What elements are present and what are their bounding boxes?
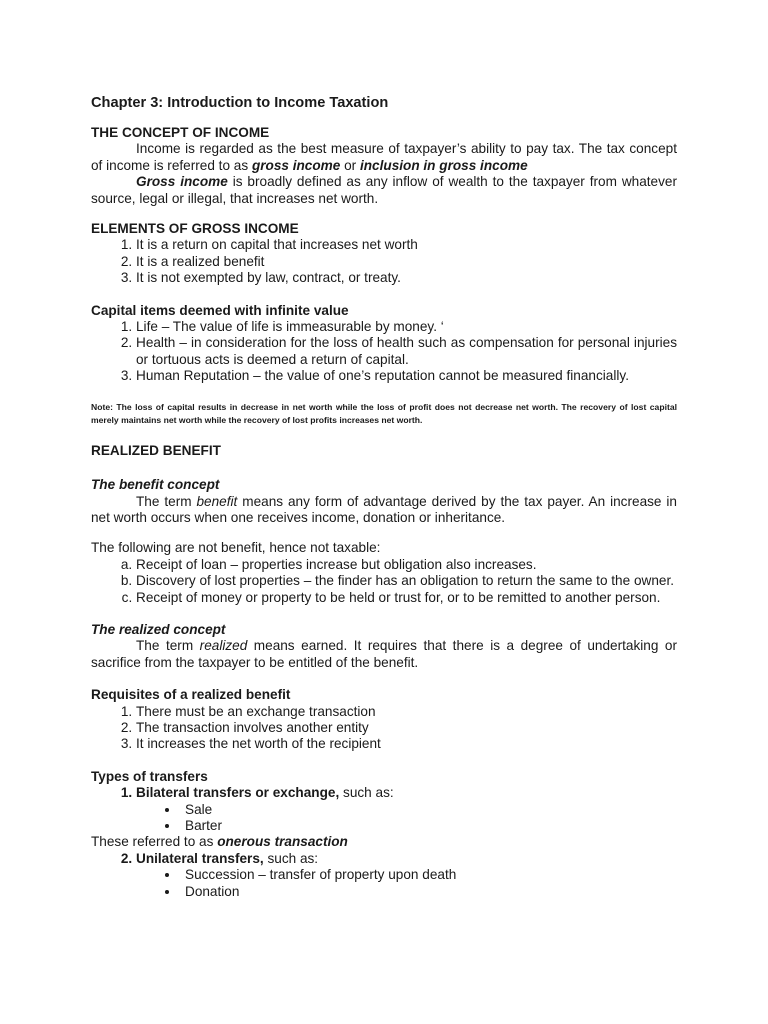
realized-concept-paragraph <box>91 638 677 671</box>
list-item: 2. Health – in consideration for the loss of health such as compensation for personal injuries or tortuous acts is deemed a return of capital. <box>136 335 677 368</box>
inclusion-term: inclusion in gross income <box>359 157 528 173</box>
list-item: b. Discovery of lost properties – the finder has an obligation to return the same to the owner. <box>136 573 677 589</box>
list-item: 1. Life – The value of life is immeasurable by money. ‘ <box>136 319 677 335</box>
benefit-term: benefit <box>196 493 238 509</box>
onerous-line <box>91 834 677 850</box>
requisites-heading: Requisites of a realized benefit <box>91 687 291 703</box>
bullet-item: • Sale <box>180 802 677 818</box>
elements-list <box>91 237 677 286</box>
bullet-item: • Succession – transfer of property upon death <box>180 867 677 883</box>
benefit-text-a: The term <box>136 493 197 509</box>
elements-heading: ELEMENTS OF GROSS INCOME <box>91 221 299 237</box>
realized-concept-subheading: The realized concept <box>91 621 226 637</box>
capital-heading: Capital items deemed with infinite value <box>91 302 349 318</box>
list-item: 2. The transaction involves another entity <box>136 720 677 736</box>
bilateral-item <box>136 785 677 834</box>
realized-benefit-heading: REALIZED BENEFIT <box>91 442 221 458</box>
list-item: 3. Human Reputation – the value of one’s reputation cannot be measured financially. <box>136 368 677 384</box>
list-item: c. Receipt of money or property to be held or trust for, or to be remitted to another person. <box>136 590 677 606</box>
concept-p1-text-c: or <box>340 157 360 173</box>
concept-p2-text: is broadly defined as any inflow of wealth to the taxpayer from whatever source, legal or illegal, that increases net worth. <box>91 174 677 206</box>
note-paragraph: Note: The loss of capital results in decrease in net worth while the loss of profit does not decrease net worth. The recovery of lost capital merely maintains net worth while the recovery of lost profits increases net worth. <box>91 401 677 425</box>
list-item: 2. It is a realized benefit <box>136 254 677 270</box>
list-item: a. Receipt of loan – properties increase but obligation also increases. <box>136 557 677 573</box>
transfers-list-unilateral <box>91 851 677 900</box>
document-content <box>91 94 677 900</box>
bilateral-suffix: such as: <box>339 785 394 801</box>
unilateral-label: Unilateral transfers, <box>136 850 264 866</box>
bilateral-bullets <box>136 802 677 835</box>
realized-text-c: means earned. It requires that there is a degree of undertaking or sacrifice from the taxpayer to be entitled of the benefit. <box>91 638 677 670</box>
not-benefit-list <box>91 557 677 606</box>
benefit-concept-subheading: The benefit concept <box>91 477 220 493</box>
list-item: 3. It is not exempted by law, contract, or treaty. <box>136 270 677 286</box>
bullet-item: • Barter <box>180 818 677 834</box>
concept-paragraph-1 <box>91 141 677 174</box>
unilateral-bullets <box>136 867 677 900</box>
unilateral-suffix: such as: <box>263 850 319 866</box>
realized-term: realized <box>199 638 248 654</box>
bullet-item: • Donation <box>180 884 677 900</box>
concept-heading: THE CONCEPT OF INCOME <box>91 125 270 140</box>
concept-paragraph-2 <box>91 174 677 207</box>
requisites-list <box>91 704 677 753</box>
not-benefit-intro: The following are not benefit, hence not taxable: <box>91 540 381 556</box>
transfers-list-bilateral <box>91 785 677 834</box>
capital-list <box>91 319 677 385</box>
list-item: 3. It increases the net worth of the recipient <box>136 736 677 752</box>
bilateral-label: Bilateral transfers or exchange, <box>136 785 340 801</box>
realized-text-a: The term <box>136 638 200 654</box>
onerous-text: These referred to as <box>91 834 218 850</box>
benefit-text-c: means any form of advantage derived by the tax payer. An increase in net worth occurs when one receives income, donation or inheritance. <box>91 493 677 525</box>
concept-p1-text-a: Income is regarded as the best measure of taxpayer’s ability to pay tax. The tax concept of income is referred to as <box>91 141 677 173</box>
benefit-concept-paragraph <box>91 494 677 527</box>
page-title: Chapter 3: Introduction to Income Taxation <box>91 95 389 111</box>
unilateral-item <box>136 851 677 900</box>
gross-income-term: gross income <box>251 157 341 173</box>
list-item: 1. There must be an exchange transaction <box>136 704 677 720</box>
gross-income-definition-term: Gross income <box>136 174 228 190</box>
list-item: 1. It is a return on capital that increases net worth <box>136 237 677 253</box>
transfers-heading: Types of transfers <box>91 768 208 784</box>
onerous-term: onerous transaction <box>217 834 348 850</box>
